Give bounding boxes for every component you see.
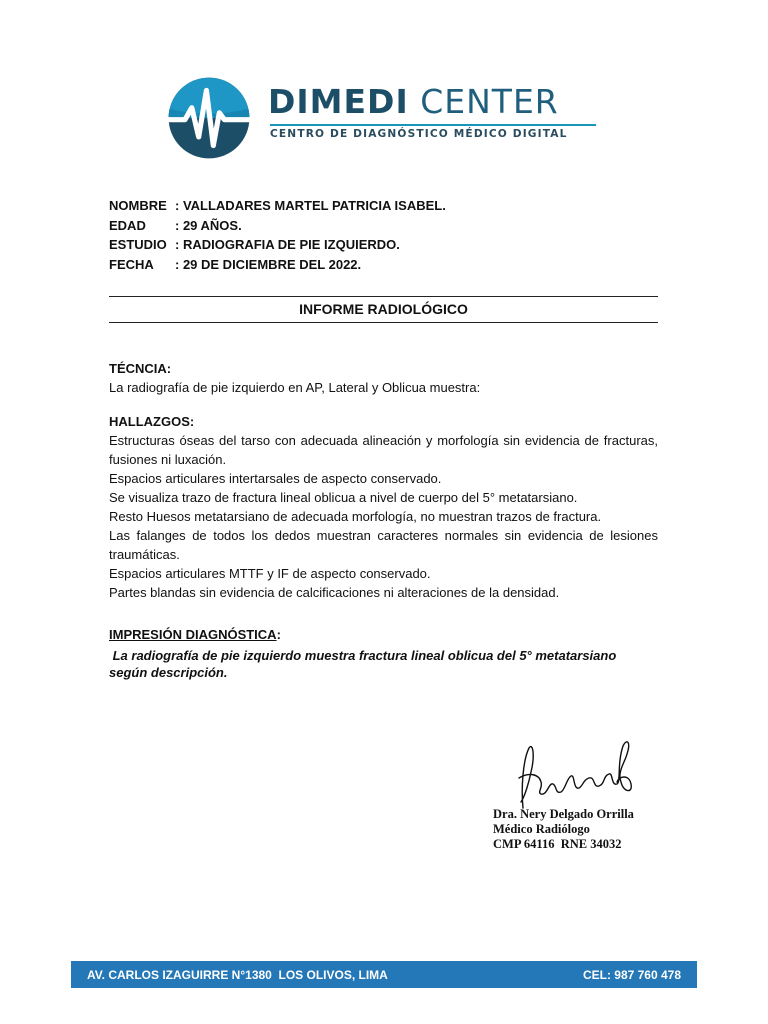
findings-section: [109, 412, 658, 602]
impression-heading: [109, 625, 658, 644]
technique-section: [109, 359, 658, 397]
finding-item: Se visualiza trazo de fractura lineal oblicua a nivel de cuerpo del 5° metatarsiano.: [109, 490, 578, 505]
impression-line: según descripción.: [109, 665, 228, 680]
patient-row-date: [109, 255, 446, 275]
handwritten-signature: [505, 738, 645, 810]
footer-bar: [71, 961, 697, 988]
patient-info: [109, 196, 446, 274]
impression-heading-text: IMPRESIÓN DIAGNÓSTICA: [109, 627, 277, 642]
field-label: EDAD: [109, 217, 146, 233]
footer-phone: CEL: 987 760 478: [582, 967, 681, 982]
field-label: FECHA: [109, 256, 154, 272]
finding-item: Las falanges de todos los dedos muestran caracteres normales sin evidencia de lesiones traumáticas.: [109, 528, 658, 562]
doctor-registry: CMP 64116 RNE 34032: [493, 837, 622, 851]
report-title: INFORME RADIOLÓGICO: [109, 296, 658, 323]
signature-block: [493, 807, 634, 852]
clinic-logo: [166, 72, 606, 162]
brand-name-light: CENTER: [408, 82, 559, 121]
patient-row-name: [109, 196, 446, 216]
footer-address: AV. CARLOS IZAGUIRRE N°1380 LOS OLIVOS, LIMA: [87, 967, 388, 982]
impression-heading-colon: :: [276, 627, 281, 642]
brand-name: [268, 82, 559, 121]
doctor-name: Dra. Nery Delgado Orrilla: [493, 807, 634, 821]
heartbeat-logo-icon: [166, 75, 252, 161]
finding-item: Partes blandas sin evidencia de calcificaciones ni alteraciones de la densidad.: [109, 585, 560, 600]
brand-subtitle: CENTRO DE DIAGNÓSTICO MÉDICO DIGITAL: [270, 128, 568, 140]
finding-item: Espacios articulares intertarsales de aspecto conservado.: [109, 471, 442, 486]
field-value: : VALLADARES MARTEL PATRICIA ISABEL.: [175, 198, 446, 213]
brand-divider: [270, 124, 596, 126]
finding-item: Resto Huesos metatarsiano de adecuada morfología, no muestran trazos de fractura.: [109, 509, 602, 524]
impression-text: [109, 647, 669, 681]
patient-row-study: [109, 235, 446, 255]
technique-heading: TÉCNCIA:: [109, 361, 172, 376]
finding-item: Espacios articulares MTTF y IF de aspecto conservado.: [109, 566, 431, 581]
finding-item: Estructuras óseas del tarso con adecuada alineación y morfología sin evidencia de fracturas, fusiones ni luxación.: [109, 433, 658, 467]
brand-name-strong: DIMEDI: [268, 82, 409, 121]
field-label: NOMBRE: [109, 198, 167, 213]
doctor-role: Médico Radiólogo: [493, 822, 590, 836]
field-label: ESTUDIO: [109, 237, 167, 252]
field-value: : 29 DE DICIEMBRE DEL 2022.: [175, 256, 362, 272]
technique-text: La radiografía de pie izquierdo en AP, Lateral y Oblicua muestra:: [109, 380, 481, 395]
impression-line: La radiografía de pie izquierdo muestra fractura lineal oblicua del 5° metatarsiano: [109, 648, 617, 663]
field-value: : 29 AÑOS.: [175, 217, 242, 233]
patient-row-age: [109, 216, 446, 236]
field-value: : RADIOGRAFIA DE PIE IZQUIERDO.: [175, 237, 400, 252]
findings-heading: HALLAZGOS:: [109, 414, 195, 429]
